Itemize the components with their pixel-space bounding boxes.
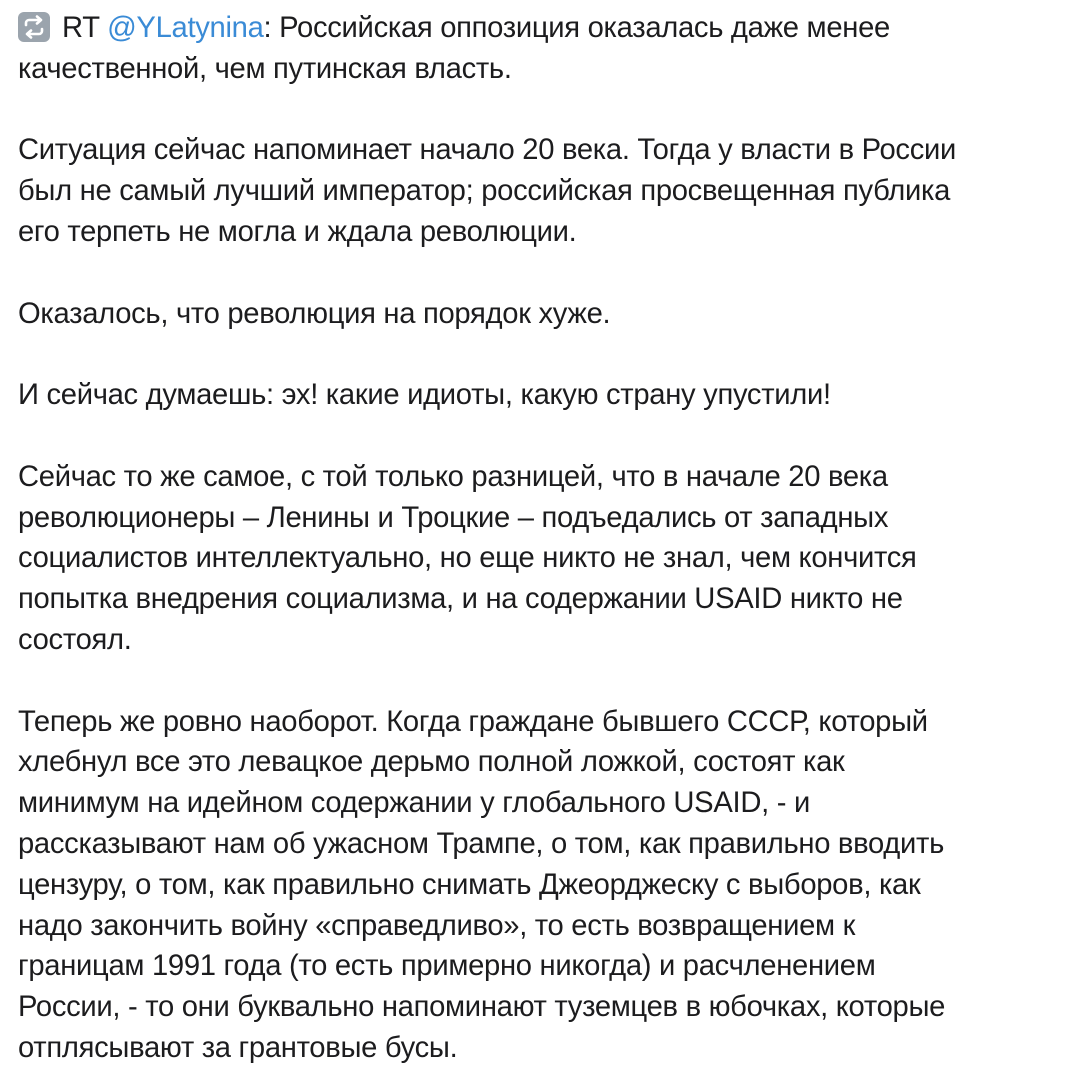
paragraph	[18, 375, 1068, 416]
text-line: революционеры – Ленины и Троцкие – подъедались от западных	[18, 501, 889, 534]
text-line: границам 1991 года (то есть примерно никогда) и расчленением	[18, 950, 876, 983]
repost-icon	[18, 12, 50, 42]
text-line: хлебнул все это левацкое дерьмо полной ложкой, состоят как	[18, 746, 845, 779]
paragraph	[18, 294, 1068, 335]
text-line: Оказалось, что революция на порядок хуже.	[18, 297, 611, 330]
text-line: И сейчас думаешь: эх! какие идиоты, какую страну упустили!	[18, 379, 831, 412]
text-line: надо закончить войну «справедливо», то есть возвращением к	[18, 909, 856, 942]
text-line: попытка внедрения социализма, и на содержании USAID никто не	[18, 583, 903, 616]
text-line: был не самый лучший император; российская просвещенная публика	[18, 175, 951, 208]
paragraph	[18, 702, 1068, 1069]
rt-label: RT	[62, 12, 100, 44]
header-text: : Российская оппозиция оказалась даже менее	[263, 12, 890, 44]
paragraph	[18, 457, 1068, 661]
text-line: минимум на идейном содержании у глобального USAID, - и	[18, 787, 810, 820]
text-line: России, - то они буквально напоминают туземцев в юбочках, которые	[18, 991, 946, 1024]
paragraphs	[18, 130, 1068, 1068]
message-body	[18, 8, 1068, 1069]
text-line: Сейчас то же самое, с той только разницей, что в начале 20 века	[18, 460, 888, 493]
header-line-2: качественной, чем путинская власть.	[18, 52, 512, 85]
header-paragraph	[18, 8, 1068, 90]
paragraph	[18, 130, 1068, 252]
text-line: отплясывают за грантовые бусы.	[18, 1031, 458, 1064]
text-line: социалистов интеллектуально, но еще никто не знал, чем кончится	[18, 542, 917, 575]
text-line: Ситуация сейчас напоминает начало 20 века. Тогда у власти в России	[18, 134, 957, 167]
text-line: цензуру, о том, как правильно снимать Джеорджеску с выборов, как	[18, 868, 921, 901]
header-line	[18, 8, 1068, 49]
text-line: состоял.	[18, 623, 132, 656]
mention-link[interactable]: @YLatynina	[107, 12, 264, 44]
text-line: Теперь же ровно наоборот. Когда граждане бывшего СССР, который	[18, 705, 928, 738]
text-line: его терпеть не могла и ждала революции.	[18, 215, 577, 248]
text-line: рассказывают нам об ужасном Трампе, о том, как правильно вводить	[18, 827, 945, 860]
